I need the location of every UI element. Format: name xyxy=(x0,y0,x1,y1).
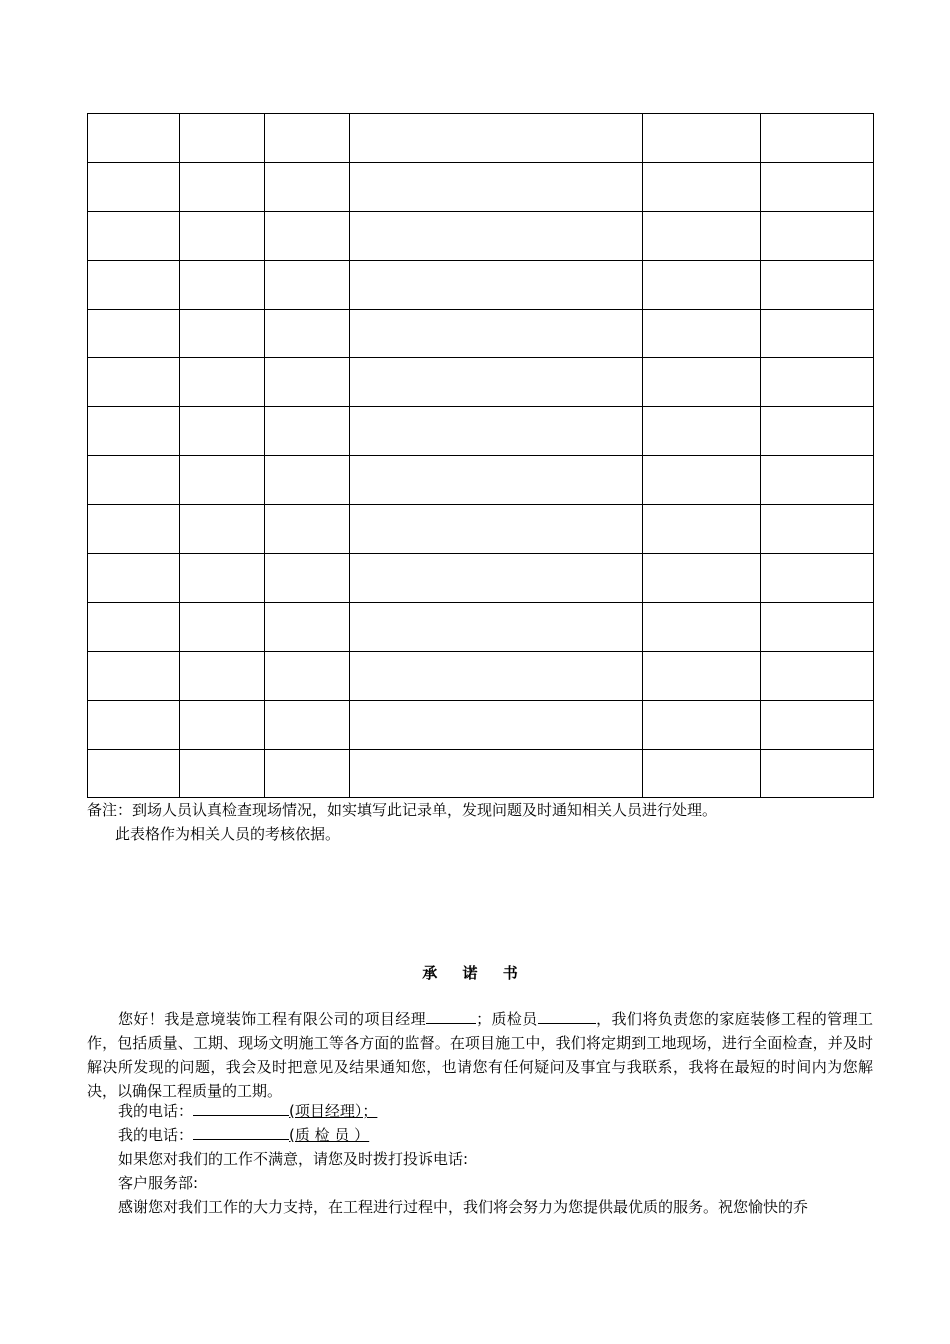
table-cell[interactable] xyxy=(88,407,180,456)
table-cell[interactable] xyxy=(180,700,265,749)
table-cell[interactable] xyxy=(88,114,180,163)
table-cell[interactable] xyxy=(180,114,265,163)
table-cell[interactable] xyxy=(761,358,874,407)
table-cell[interactable] xyxy=(761,602,874,651)
table-cell[interactable] xyxy=(350,456,643,505)
table-cell[interactable] xyxy=(643,358,761,407)
table-cell[interactable] xyxy=(761,211,874,260)
table-cell[interactable] xyxy=(643,505,761,554)
table-cell[interactable] xyxy=(265,114,350,163)
table-cell[interactable] xyxy=(88,358,180,407)
thanks-line: 感谢您对我们工作的大力支持，在工程进行过程中，我们将会努力为您提供最优质的服务。祝您愉快的乔 xyxy=(118,1198,809,1216)
table-cell[interactable] xyxy=(265,651,350,700)
table-cell[interactable] xyxy=(761,162,874,211)
table-cell[interactable] xyxy=(643,407,761,456)
table-cell[interactable] xyxy=(350,700,643,749)
table-cell[interactable] xyxy=(88,456,180,505)
table-cell[interactable] xyxy=(350,211,643,260)
table-cell[interactable] xyxy=(350,358,643,407)
table-cell[interactable] xyxy=(643,651,761,700)
table-cell[interactable] xyxy=(761,749,874,798)
table-row xyxy=(88,554,874,603)
table-cell[interactable] xyxy=(643,749,761,798)
table-cell[interactable] xyxy=(643,309,761,358)
table-row xyxy=(88,162,874,211)
table-cell[interactable] xyxy=(265,309,350,358)
table-row xyxy=(88,505,874,554)
table-cell[interactable] xyxy=(88,309,180,358)
phone-line-manager xyxy=(118,1099,377,1123)
inspector-role: (质 检 员 ） xyxy=(289,1126,370,1144)
table-row xyxy=(88,211,874,260)
service-department-line: 客户服务部: xyxy=(118,1174,199,1192)
table-cell[interactable] xyxy=(761,700,874,749)
table-cell[interactable] xyxy=(350,749,643,798)
project-manager-blank xyxy=(426,1007,476,1024)
table-body xyxy=(88,114,874,798)
table-cell[interactable] xyxy=(88,749,180,798)
table-cell[interactable] xyxy=(88,162,180,211)
table-cell[interactable] xyxy=(643,162,761,211)
table-cell[interactable] xyxy=(350,162,643,211)
table-cell[interactable] xyxy=(265,554,350,603)
table-cell[interactable] xyxy=(643,211,761,260)
pledge-paragraph xyxy=(87,1007,873,1103)
inspector-phone-blank xyxy=(193,1123,289,1140)
table-cell[interactable] xyxy=(88,700,180,749)
pledge-text-part1: 您好！我是意境装饰工程有限公司的项目经理 xyxy=(118,1010,427,1028)
table-cell[interactable] xyxy=(643,456,761,505)
remark-line-1: 备注：到场人员认真检查现场情况，如实填写此记录单，发现问题及时通知相关人员进行处理。 xyxy=(87,801,718,819)
table-cell[interactable] xyxy=(180,554,265,603)
table-cell[interactable] xyxy=(350,602,643,651)
table-cell[interactable] xyxy=(180,651,265,700)
table-row xyxy=(88,456,874,505)
table-row xyxy=(88,114,874,163)
inspection-record-table xyxy=(87,113,874,798)
table-cell[interactable] xyxy=(265,162,350,211)
table-cell[interactable] xyxy=(88,554,180,603)
table-cell[interactable] xyxy=(761,456,874,505)
manager-role: (项目经理）； xyxy=(289,1102,378,1120)
phone-line-inspector xyxy=(118,1123,369,1147)
manager-phone-blank xyxy=(193,1099,289,1116)
table-cell[interactable] xyxy=(643,700,761,749)
table-row xyxy=(88,651,874,700)
table-cell[interactable] xyxy=(180,749,265,798)
table-cell[interactable] xyxy=(761,114,874,163)
table-cell[interactable] xyxy=(350,309,643,358)
table-cell[interactable] xyxy=(350,651,643,700)
table-cell[interactable] xyxy=(180,162,265,211)
table-cell[interactable] xyxy=(761,554,874,603)
table-cell[interactable] xyxy=(180,358,265,407)
table-cell[interactable] xyxy=(643,114,761,163)
table-cell[interactable] xyxy=(643,260,761,309)
table-cell[interactable] xyxy=(350,260,643,309)
table-cell[interactable] xyxy=(761,309,874,358)
table-row xyxy=(88,749,874,798)
table-row xyxy=(88,407,874,456)
table-cell[interactable] xyxy=(350,407,643,456)
table-cell[interactable] xyxy=(265,749,350,798)
table-row xyxy=(88,260,874,309)
phone-label: 我的电话： xyxy=(118,1102,194,1120)
table-cell[interactable] xyxy=(761,505,874,554)
pledge-text-part3: ，我们将负责您的家庭装修工程的管理工作，包括质量、工期、现场文明施工等各方面的监督。在项目施工中，我们将定期到工地现场，进行全面检查，并及时解决所发现的问题，我会及时把意见及结果通知您，也请您有任何疑问及事宜与我联系，我将在最短的时间内为您解决，以确保工程质量的工期。 xyxy=(87,1010,873,1100)
table-cell[interactable] xyxy=(265,505,350,554)
table-cell[interactable] xyxy=(180,407,265,456)
table-row xyxy=(88,309,874,358)
table-cell[interactable] xyxy=(180,505,265,554)
table-cell[interactable] xyxy=(643,554,761,603)
table-cell[interactable] xyxy=(265,211,350,260)
table-cell[interactable] xyxy=(180,456,265,505)
table-cell[interactable] xyxy=(643,602,761,651)
pledge-text-part2: ；质检员 xyxy=(476,1010,538,1028)
table-cell[interactable] xyxy=(265,456,350,505)
phone-label: 我的电话： xyxy=(118,1126,194,1144)
table-cell[interactable] xyxy=(761,407,874,456)
table-cell[interactable] xyxy=(265,407,350,456)
table-cell[interactable] xyxy=(265,602,350,651)
table-cell[interactable] xyxy=(265,260,350,309)
table-cell[interactable] xyxy=(88,260,180,309)
table-row xyxy=(88,358,874,407)
table-cell[interactable] xyxy=(180,602,265,651)
table-cell[interactable] xyxy=(265,700,350,749)
table-cell[interactable] xyxy=(180,309,265,358)
table-row xyxy=(88,602,874,651)
table-cell[interactable] xyxy=(180,260,265,309)
table-cell[interactable] xyxy=(88,505,180,554)
table-cell[interactable] xyxy=(180,211,265,260)
table-cell[interactable] xyxy=(265,358,350,407)
table-cell[interactable] xyxy=(350,114,643,163)
table-cell[interactable] xyxy=(88,651,180,700)
table-cell[interactable] xyxy=(88,211,180,260)
table-row xyxy=(88,700,874,749)
table-cell[interactable] xyxy=(350,554,643,603)
table-cell[interactable] xyxy=(88,602,180,651)
inspector-blank xyxy=(538,1007,596,1024)
remark-line-2: 此表格作为相关人员的考核依据。 xyxy=(115,825,341,843)
pledge-title: 承 诺 书 xyxy=(422,964,528,982)
table-cell[interactable] xyxy=(761,260,874,309)
table-cell[interactable] xyxy=(761,651,874,700)
table-cell[interactable] xyxy=(350,505,643,554)
complaint-line: 如果您对我们的工作不满意，请您及时拨打投诉电话: xyxy=(118,1150,469,1168)
